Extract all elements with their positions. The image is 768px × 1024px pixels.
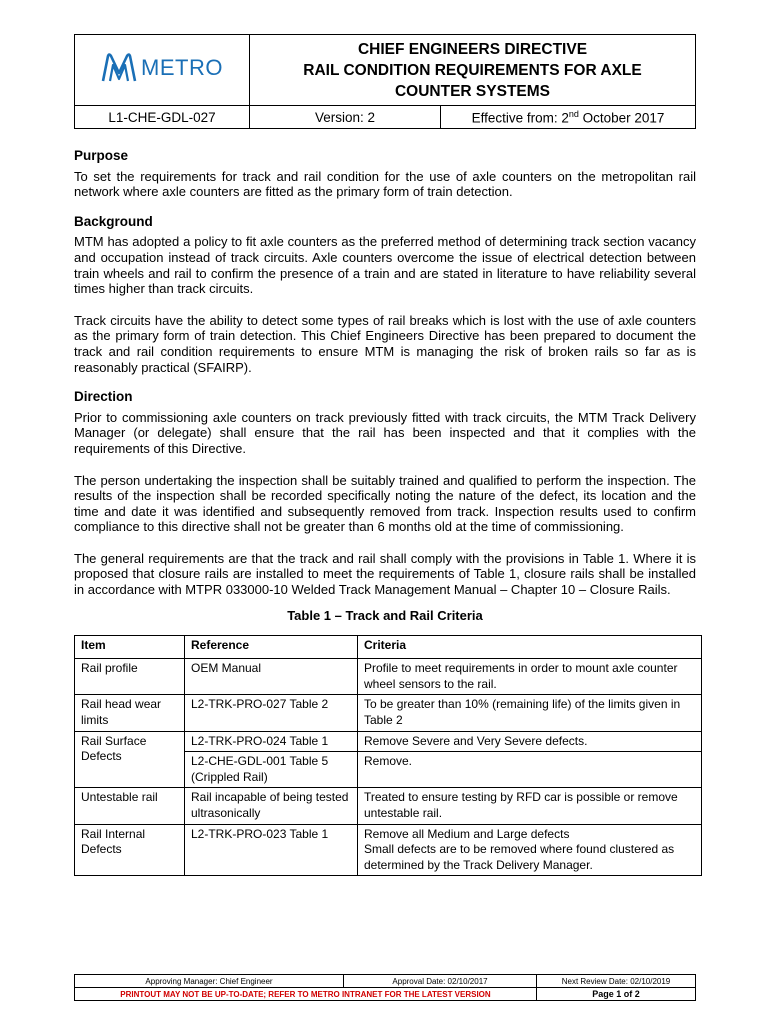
background-paragraph-2: Track circuits have the ability to detect some types of rail breaks which is lost with the use of axle counters as the primary form of train detection. This Chief Engineers Directive has been prepared to document the track and rail condition requirements to ensure MTM is managing the risk of broken rails so far as is reasonably practical (SFAIRP). [74, 312, 696, 375]
table-row [75, 731, 702, 752]
effective-suffix: October 2017 [578, 110, 665, 126]
cell-criteria: Profile to meet requirements in order to mount axle counter wheel sensors to the rail. [358, 659, 702, 695]
cell-item: Untestable rail [75, 788, 185, 824]
col-criteria: Criteria [358, 636, 702, 659]
background-heading: Background [74, 213, 153, 229]
cell-criteria: To be greater than 10% (remaining life) of the limits given in Table 2 [358, 695, 702, 731]
logo-text: METRO [141, 54, 223, 80]
direction-paragraph-1: Prior to commissioning axle counters on track previously fitted with track circuits, the MTM Track Delivery Manager (or delegate) shall ensure that the rail has been inspected and that it complies with the requirements of this Directive. [74, 409, 696, 456]
footer-warning: PRINTOUT MAY NOT BE UP-TO-DATE; REFER TO METRO INTRANET FOR THE LATEST VERSION [75, 988, 537, 1001]
col-item: Item [75, 636, 185, 659]
cell-item: Rail head wear limits [75, 695, 185, 731]
col-reference: Reference [185, 636, 358, 659]
purpose-heading: Purpose [74, 148, 129, 163]
effective-sup: nd [568, 108, 579, 119]
table-row [75, 695, 702, 731]
cell-reference: Rail incapable of being tested ultrasonically [185, 788, 358, 824]
cell-item: Rail Surface Defects [75, 731, 185, 788]
metro-logo [101, 53, 223, 83]
logo-cell [75, 35, 250, 106]
title-line-3: COUNTER SYSTEMS [394, 82, 550, 100]
table-row [75, 788, 702, 824]
footer-next-review: Next Review Date: 02/10/2019 [537, 975, 696, 988]
title-line-1: CHIEF ENGINEERS DIRECTIVE [357, 40, 588, 58]
cell-reference: L2-TRK-PRO-027 Table 2 [185, 695, 358, 731]
criteria-line-2: Small defects are to be removed where found clustered as determined by the Track Delivery Manager. [364, 842, 675, 872]
document-footer [74, 974, 696, 1001]
cell-criteria [358, 824, 702, 876]
cell-criteria: Remove. [358, 752, 702, 788]
document-body [74, 148, 696, 876]
footer-approving-manager: Approving Manager: Chief Engineer [75, 975, 344, 988]
footer-approval-date: Approval Date: 02/10/2017 [344, 975, 537, 988]
table-header-row [75, 636, 702, 659]
table-row [75, 659, 702, 695]
purpose-text: To set the requirements for track and rail condition for the use of axle counters on the metropolitan rail network where axle counters are fitted as the primary form of train detection. [74, 168, 696, 200]
cell-reference: L2-TRK-PRO-024 Table 1 [185, 731, 358, 752]
table-caption: Table 1 – Track and Rail Criteria [287, 607, 483, 623]
table-row [75, 824, 702, 876]
direction-heading: Direction [74, 389, 133, 405]
criteria-table [74, 635, 702, 876]
cell-reference: L2-CHE-GDL-001 Table 5 (Crippled Rail) [185, 752, 358, 788]
cell-reference: L2-TRK-PRO-023 Table 1 [185, 824, 358, 876]
effective-prefix: Effective from: 2 [471, 110, 569, 126]
cell-criteria: Remove Severe and Very Severe defects. [358, 731, 702, 752]
cell-criteria: Treated to ensure testing by RFD car is possible or remove untestable rail. [358, 788, 702, 824]
cell-item: Rail profile [75, 659, 185, 695]
criteria-line-1: Remove all Medium and Large defects [364, 826, 570, 841]
cell-reference: OEM Manual [185, 659, 358, 695]
background-paragraph-1: MTM has adopted a policy to fit axle counters as the preferred method of determining track section vacancy and occupation instead of track circuits. Axle counters overcome the issue of electrical detection between train wheels and rail to confirm the presence of a train and are stated in literature to have reliability several times higher than track circuits. [74, 234, 696, 297]
document-title [250, 35, 696, 106]
doc-version: Version: 2 [250, 106, 441, 129]
direction-paragraph-2: The person undertaking the inspection shall be suitably trained and qualified to perform the inspection. The results of the inspection shall be recorded specifically noting the nature of the defect, its location and the time and date it was identified and subsequently removed from track. Inspection results used to confirm compliance to this directive shall not be greater than 6 months old at the time of commissioning. [74, 472, 696, 535]
footer-page-number: Page 1 of 2 [537, 988, 696, 1001]
title-line-2: RAIL CONDITION REQUIREMENTS FOR AXLE [303, 61, 642, 79]
effective-date [441, 106, 696, 129]
document-header [74, 34, 696, 129]
direction-paragraph-3: The general requirements are that the track and rail shall comply with the provisions in Table 1. Where it is proposed that closure rails are installed to meet the requirements of Table 1, closure rails shall be installed in accordance with MTPR 033000-10 Welded Track Management Manual – Chapter 10 – Closure Rails. [74, 550, 696, 598]
doc-id: L1-CHE-GDL-027 [75, 106, 250, 129]
cell-item: Rail Internal Defects [75, 824, 185, 876]
metro-m-icon [101, 53, 137, 83]
